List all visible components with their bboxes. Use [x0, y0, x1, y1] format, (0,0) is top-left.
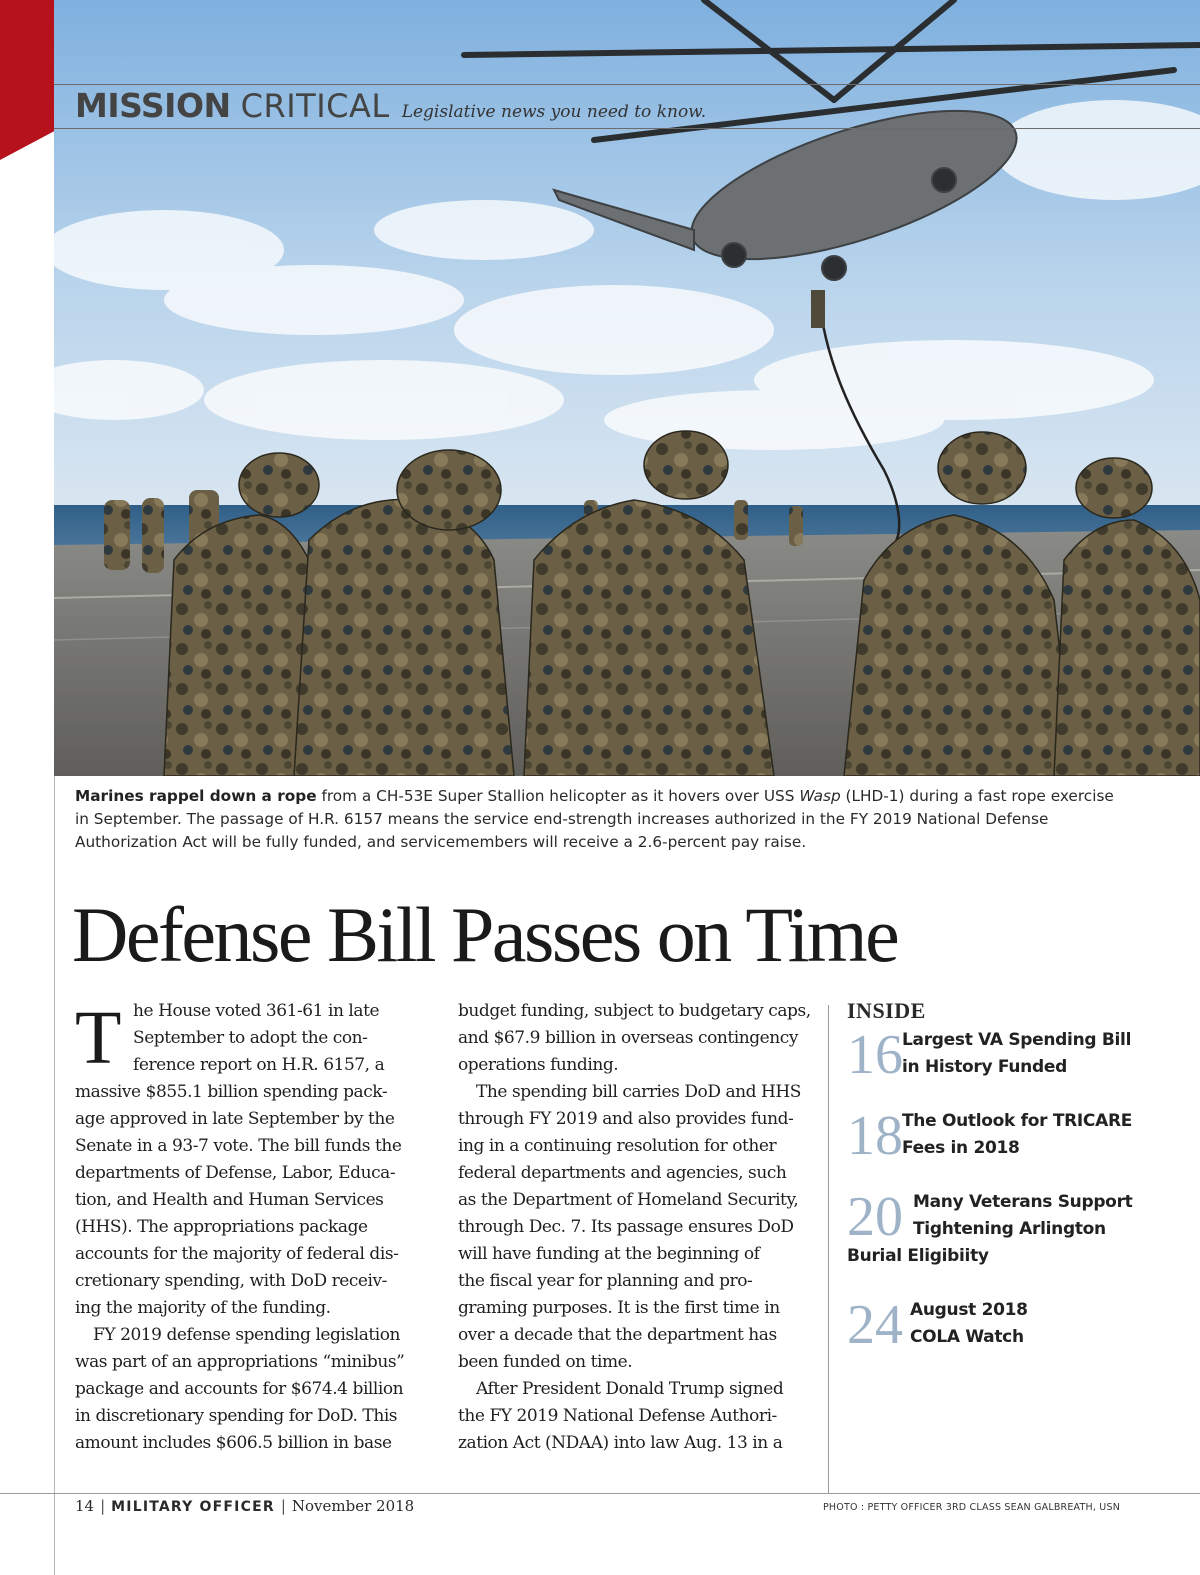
inside-title-line: Tightening Arlington: [913, 1219, 1106, 1239]
body-line: package and accounts for $674.4 billion: [75, 1379, 404, 1399]
body-line: After President Donald Trump signed: [476, 1379, 784, 1399]
section-tagline: Legislative news you need to know.: [401, 102, 707, 122]
body-line: in discretionary spending for DoD. This: [75, 1406, 398, 1426]
inside-page-number: 18: [847, 1105, 903, 1167]
inside-page-number: 24: [847, 1294, 903, 1356]
page-number: 14: [75, 1497, 95, 1515]
article-column-1: [75, 998, 437, 1457]
body-line: The spending bill carries DoD and HHS: [476, 1082, 801, 1102]
inside-title-line: The Outlook for TRICARE: [902, 1111, 1133, 1131]
masthead-rule-top: [54, 84, 1200, 85]
body-line: and $67.9 billion in overseas contingency: [458, 1028, 799, 1048]
inside-title-line: August 2018: [910, 1300, 1028, 1320]
inside-title-line: in History Funded: [902, 1057, 1067, 1077]
body-line: as the Department of Homeland Security,: [458, 1190, 799, 1210]
page-footer: [75, 1497, 414, 1515]
body-line: tion, and Health and Human Services: [75, 1190, 384, 1210]
body-line: ing the majority of the funding.: [75, 1298, 331, 1318]
footer-separator: |: [100, 1497, 106, 1515]
inside-page-number: 20: [847, 1186, 903, 1248]
body-line: will have funding at the beginning of: [458, 1244, 760, 1264]
footer-rule: [0, 1493, 1200, 1494]
section-name-bold: MISSION: [75, 86, 231, 125]
body-line: been funded on time.: [458, 1352, 633, 1372]
body-line: departments of Defense, Labor, Educa-: [75, 1163, 396, 1183]
body-line: over a decade that the department has: [458, 1325, 777, 1345]
section-masthead: [75, 86, 706, 125]
body-line: ing in a continuing resolution for other: [458, 1136, 777, 1156]
inside-title-line: COLA Watch: [910, 1327, 1024, 1347]
inside-item-18[interactable]: [847, 1105, 1147, 1167]
inside-heading: INSIDE: [847, 998, 926, 1023]
body-line: cretionary spending, with DoD receiv-: [75, 1271, 387, 1291]
inside-item-16[interactable]: [847, 1024, 1147, 1086]
body-line: September to adopt the con-: [133, 1028, 368, 1048]
footer-separator: |: [280, 1497, 286, 1515]
inside-title-line: Many Veterans Support: [913, 1192, 1133, 1212]
body-line: FY 2019 defense spending legislation: [93, 1325, 401, 1345]
inside-title-line: Fees in 2018: [902, 1138, 1020, 1158]
body-line: age approved in late September by the: [75, 1109, 395, 1129]
section-name-light: CRITICAL: [240, 87, 390, 125]
body-line: budget funding, subject to budgetary caps,: [458, 1001, 811, 1021]
masthead-rule-bottom: [54, 128, 1200, 129]
body-line: through FY 2019 and also provides fund-: [458, 1109, 794, 1129]
caption-text-2: (LHD-1) during a fast rope exercise in September. The passage of H.R. 6157 means the service end-strength increases authorized in the FY 2019 National Defense Authorization Act will be fully funded, and servicemembers will receive a 2.6-percent pay raise.: [75, 787, 1114, 851]
inside-page-number: 16: [847, 1024, 903, 1086]
body-line: he House voted 361-61 in late: [133, 1001, 380, 1021]
article-headline: Defense Bill Passes on Time: [72, 891, 898, 978]
photo-caption: [75, 785, 1115, 854]
body-line: (HHS). The appropriations package: [75, 1217, 368, 1237]
body-line: through Dec. 7. Its passage ensures DoD: [458, 1217, 794, 1237]
body-line: zation Act (NDAA) into law Aug. 13 in a: [458, 1433, 783, 1453]
caption-lead: Marines rappel down a rope: [75, 787, 317, 805]
drop-cap: T: [75, 996, 122, 1080]
caption-ship-name: Wasp: [799, 787, 841, 805]
issue-date: November 2018: [291, 1497, 415, 1515]
photo-credit: PHOTO : PETTY OFFICER 3RD CLASS SEAN GALBREATH, USN: [823, 1502, 1120, 1513]
section-accent-tab: [0, 0, 54, 160]
body-line: Senate in a 93-7 vote. The bill funds the: [75, 1136, 402, 1156]
body-line: was part of an appropriations “minibus”: [75, 1352, 405, 1372]
inside-title-line: Largest VA Spending Bill: [902, 1030, 1132, 1050]
body-line: graming purposes. It is the first time in: [458, 1298, 780, 1318]
body-line: the FY 2019 National Defense Authori-: [458, 1406, 777, 1426]
body-line: massive $855.1 billion spending pack-: [75, 1082, 388, 1102]
body-line: ference report on H.R. 6157, a: [133, 1055, 385, 1075]
body-line: accounts for the majority of federal dis-: [75, 1244, 399, 1264]
body-line: federal departments and agencies, such: [458, 1163, 787, 1183]
sidebar-divider: [828, 1005, 829, 1493]
inside-item-20[interactable]: [847, 1186, 1147, 1270]
inside-title-line: Burial Eligibiity: [847, 1246, 989, 1266]
body-line: the fiscal year for planning and pro-: [458, 1271, 753, 1291]
article-column-2: [458, 998, 820, 1457]
body-line: operations funding.: [458, 1055, 619, 1075]
body-line: amount includes $606.5 billion in base: [75, 1433, 392, 1453]
caption-text-1: from a CH-53E Super Stallion helicopter as it hovers over USS: [316, 787, 800, 805]
publication-name: MILITARY OFFICER: [111, 1499, 275, 1515]
inside-item-24[interactable]: [847, 1294, 1147, 1356]
